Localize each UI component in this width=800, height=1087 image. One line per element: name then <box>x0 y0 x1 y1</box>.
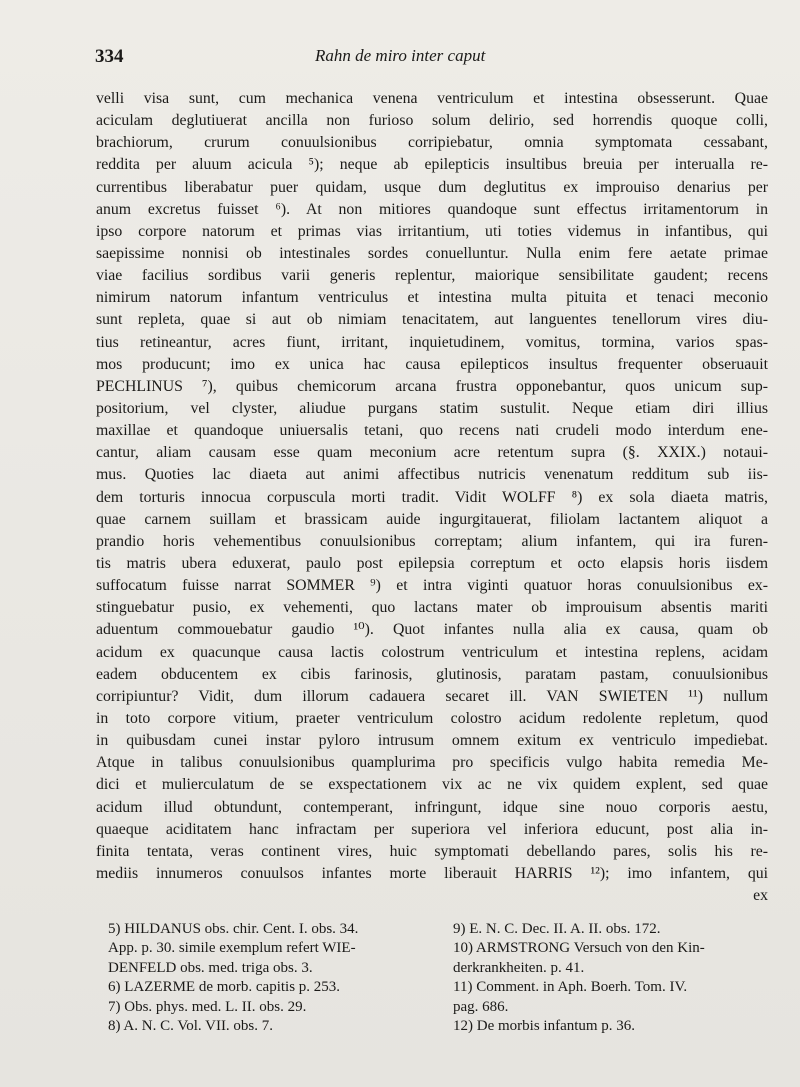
body-text-line: mos producunt; imo ex unica hac causa epilepticos insultus frequenter obseruauit <box>96 355 768 373</box>
body-text-line: eadem obducentem ex cibis farinosis, glutinosis, paratam pastam, conuulsionibus <box>96 665 768 683</box>
body-text-line: maxillae et quandoque uniuersalis tetani, quo recens nati crudeli modo interdum ene- <box>96 422 768 440</box>
body-text-line: stinguebatur pusio, ex vehementi, quo lactans mater ob improuisum absentis mariti <box>96 599 768 617</box>
footnote-line: 12) De morbis infantum p. 36. <box>453 1017 636 1034</box>
page-header <box>95 46 755 72</box>
body-text-line: suffocatum fuisse narrat SOMMER ⁹) et intra viginti quatuor horas conuulsionibus ex- <box>96 577 768 595</box>
body-text-line: acidum illud obtundunt, contemperant, infringunt, idque sine nouo corporis aestu, <box>96 798 768 816</box>
body-text-line: ipso corpore natorum et primas vias irritantium, uti toties videmus in infantibus, qui <box>96 222 768 240</box>
body-text-line: in toto corpore vitium, praeter ventriculum colostro acidum redolente repletum, quod <box>96 709 768 727</box>
body-text-line: anum excretus fuisset ⁶). At non mitiores quandoque sunt effectus irritamentorum in <box>96 200 768 218</box>
body-text-line: viae facilius sordibus varii generis replentur, maiorique sensibilitate gaudent; recens <box>96 267 768 285</box>
footnotes-left-column <box>108 920 408 1036</box>
body-text <box>96 88 768 907</box>
body-text-line: quae carnem suillam et brassicam auide ingurgitauerat, filiolam lactantem aliquot a <box>96 510 768 528</box>
running-head: Rahn de miro inter caput <box>315 46 486 65</box>
body-text-line: corripiuntur? Vidit, dum illorum cadauera secaret ill. VAN SWIETEN ¹¹) nullum <box>96 687 768 705</box>
body-text-line: saepissime nonnisi ob intestinales sordes conuelluntur. Nulla enim fere aetate primae <box>96 244 768 262</box>
body-text-line: reddita per aluum acicula ⁵); neque ab epilepticis insultibus breuia per interualla re- <box>96 156 768 174</box>
body-text-line: mediis innumeros conuulsos infantes morte liberauit HARRIS ¹²); imo infantem, qui <box>96 864 768 882</box>
body-text-line: currentibus liberabatur puer quidam, usque dum deglutitus ex improuiso denarius per <box>96 178 768 196</box>
body-text-line: acidum ex quacunque causa lactis colostrum ventriculum et intestina replens, acidam <box>96 643 768 661</box>
footnote-line: 7) Obs. phys. med. L. II. obs. 29. <box>108 998 307 1015</box>
body-text-line: positorium, vel clyster, aliudue purgans statim sustulit. Neque etiam diri illius <box>96 399 768 417</box>
body-text-line: PECHLINUS ⁷), quibus chemicorum arcana frustra opponebantur, quos unicum sup- <box>96 377 768 395</box>
body-text-line: cantur, aliam causam esse quam meconium acre retentum supra (§. XXIX.) notaui- <box>96 444 768 462</box>
footnote-line: App. p. 30. simile exemplum refert WIE- <box>108 940 356 957</box>
body-text-line: ex <box>753 887 768 905</box>
body-text-line: finita tentata, veras continent vires, huic symptomati debellando pares, solis his re- <box>96 842 768 860</box>
body-text-line: tis matris ubera eduxerat, paulo post epilepsia correptum et octo elapsis horis iisdem <box>96 554 768 572</box>
body-text-line: dem torturis innocua corpuscula morti tradit. Vidit WOLFF ⁸) ex sola diaeta matris, <box>96 488 768 506</box>
footnote-line: derkrankheiten. p. 41. <box>453 959 585 976</box>
body-text-line: Atque in talibus conuulsionibus quamplurima pro specificis vulgo habita remedia Me- <box>96 754 768 772</box>
body-text-line: dici et mulierculatum de se exspectationem vix ac ne vix quidem explent, sed quae <box>96 776 768 794</box>
footnote-line: pag. 686. <box>453 998 509 1015</box>
footnote-line: 8) A. N. C. Vol. VII. obs. 7. <box>108 1017 274 1034</box>
footnote-line: 10) ARMSTRONG Versuch von den Kin- <box>453 940 705 957</box>
body-text-line: tius retineantur, acres fiunt, irritant, inquietudinem, vomitus, tormina, varios spas- <box>96 333 768 351</box>
body-text-line: aciculam deglutiuerat ancilla non furioso solum delirio, sed horrendis quoque colli, <box>96 112 768 130</box>
page-number: 334 <box>95 46 124 67</box>
body-text-line: quaeque aciditatem hanc infractam per superiora vel inferiora educunt, post alia in- <box>96 820 768 838</box>
footnote-line: DENFELD obs. med. triga obs. 3. <box>108 959 313 976</box>
body-text-line: brachiorum, crurum conuulsionibus corripiebatur, omnia symptomata cessabant, <box>96 134 768 152</box>
body-text-line: prandio horis vehementibus conuulsionibus correptam; alium infantem, qui ira furen- <box>96 532 768 550</box>
body-text-line: velli visa sunt, cum mechanica venena ventriculum et intestina obsesserunt. Quae <box>96 90 768 107</box>
footnote-line: 6) LAZERME de morb. capitis p. 253. <box>108 979 341 996</box>
footnote-line: 9) E. N. C. Dec. II. A. II. obs. 172. <box>453 921 661 937</box>
footnotes-right-column <box>453 920 773 1036</box>
footnote-line: 11) Comment. in Aph. Boerh. Tom. IV. <box>453 979 688 996</box>
body-text-line: in quibusdam cunei instar pyloro intrusum omnem exitum ex ventriculo impediebat. <box>96 732 768 750</box>
body-text-line: sunt repleta, quae si aut ob nimiam tenacitatem, aut languentes tenellorum vires diu- <box>96 311 768 329</box>
body-text-line: aduentum commouebatur gaudio ¹⁰). Quot infantes nulla alia ex causa, quam ob <box>96 621 768 639</box>
body-text-line: nimirum natorum infantum ventriculus et intestina multa pituita et tenaci meconio <box>96 289 768 307</box>
footnote-line: 5) HILDANUS obs. chir. Cent. I. obs. 34. <box>108 921 359 937</box>
body-text-line: mus. Quoties lac diaeta aut animi affectibus nutricis venenatum redditum sub iis- <box>96 466 768 484</box>
